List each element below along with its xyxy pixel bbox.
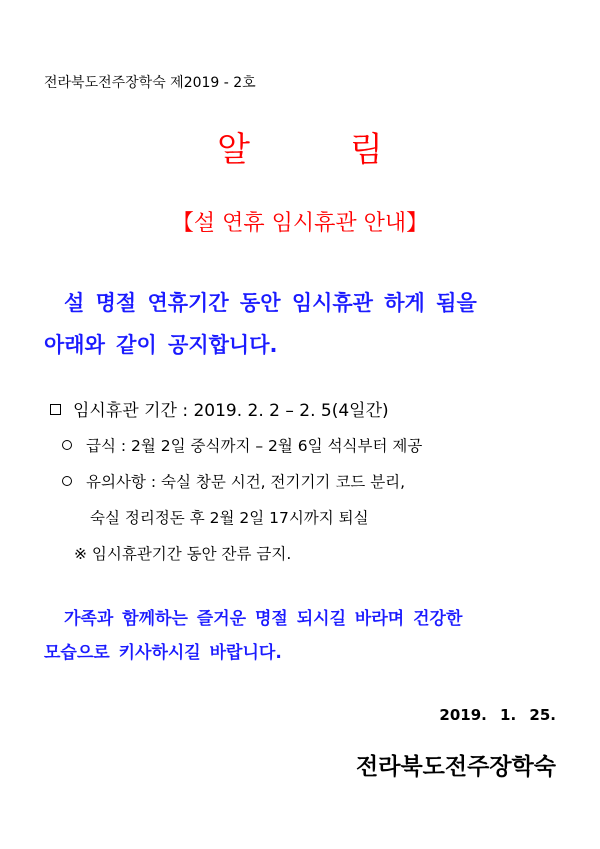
closing-line-2: 모습으로 키사하시길 바랍니다. <box>44 643 282 663</box>
notice-subtitle: 【설 연휴 임시휴관 안내】 <box>171 211 429 236</box>
issue-date: 2019. 1. 25. <box>439 706 556 724</box>
closure-period <box>50 396 389 421</box>
notice-item-text-1: 유의사항 : 숙실 창문 시건, 전기기기 코드 분리, <box>86 473 406 491</box>
closing-line-1: 가족과 함께하는 즐거운 명절 되시길 바라며 건강한 <box>64 609 463 629</box>
circle-bullet-icon <box>62 440 72 450</box>
title-part-1: 알 <box>217 130 250 170</box>
intro-line-1: 설 명절 연휴기간 동안 임시휴관 하게 됨을 <box>64 291 477 315</box>
closing-paragraph <box>44 602 564 670</box>
organization-name: 전라북도전주장학숙 <box>356 754 556 780</box>
closure-period-text: 임시휴관 기간 : 2019. 2. 2 – 2. 5(4일간) <box>73 401 389 421</box>
residence-note: ※ 임시휴관기간 동안 잔류 금지. <box>74 545 292 563</box>
notice-title <box>0 122 600 171</box>
meal-item <box>62 434 422 456</box>
circle-bullet-icon <box>62 476 72 486</box>
notice-item <box>62 470 405 492</box>
title-part-2: 림 <box>350 130 383 170</box>
meal-item-text: 급식 : 2월 2일 중식까지 – 2월 6일 석식부터 제공 <box>86 437 423 455</box>
checkbox-bullet-icon <box>50 404 61 415</box>
intro-paragraph <box>44 282 564 366</box>
document-number: 전라북도전주장학숙 제2019 - 2호 <box>44 75 256 91</box>
intro-line-2: 아래와 같이 공지합니다. <box>44 333 278 357</box>
notice-item-text-2: 숙실 정리정돈 후 2월 2일 17시까지 퇴실 <box>90 509 369 527</box>
